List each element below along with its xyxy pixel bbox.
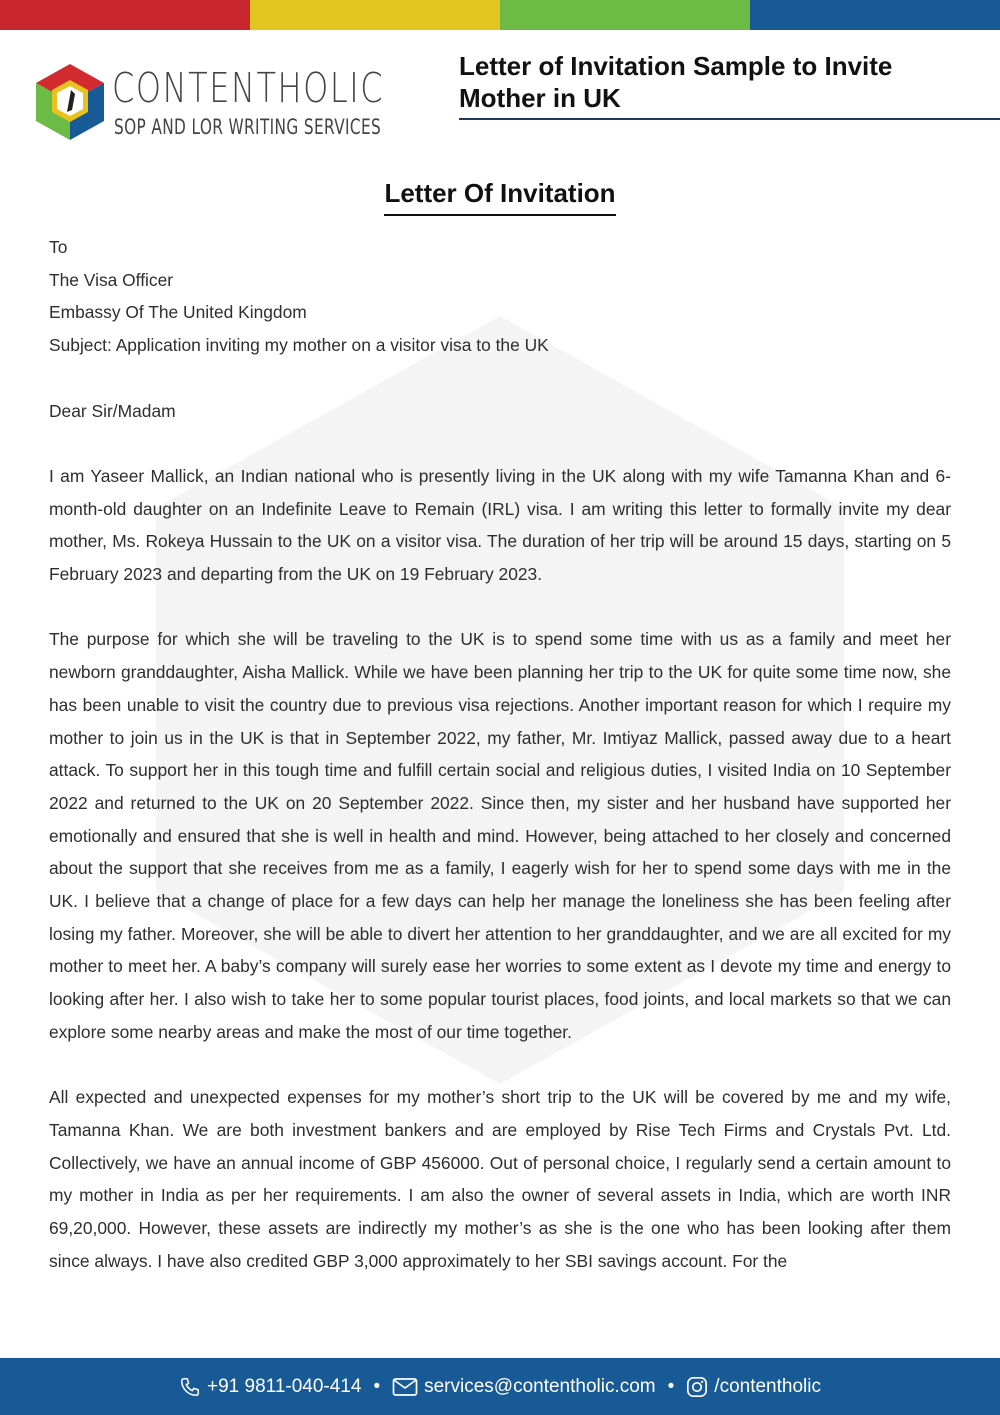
header-title xyxy=(459,50,979,114)
instagram-icon xyxy=(686,1376,708,1398)
top-bar-red xyxy=(0,0,250,30)
letter-body xyxy=(49,231,951,1277)
top-bar-green xyxy=(500,0,750,30)
address-line: To xyxy=(49,237,68,257)
footer-contacts xyxy=(0,1358,1000,1415)
paragraph-expenses: All expected and unexpected expenses for my mother’s short trip to the UK will be covered by me and my wife, Tamanna Khan. We are both investment bankers and are employed by Rise Tech Firms and Crystals Pvt. Ltd. Collectively, we have an annual income of GBP 456000. Out of personal choice, I regularly send a certain amount to my mother in India as per her requirements. I am also the owner of several assets in India, which are worth INR 69,20,000. However, these assets are indirectly my mother’s as she is the one who has been looking after them since always. I have also credited GBP 3,000 approximately to her SBI savings account. For the xyxy=(49,1087,951,1271)
footer-social[interactable] xyxy=(686,1376,821,1398)
spacer xyxy=(49,427,951,460)
footer-bar xyxy=(0,1358,1000,1415)
address-line: Embassy Of The United Kingdom xyxy=(49,302,307,323)
top-bar-blue xyxy=(750,0,1000,30)
mail-icon xyxy=(392,1377,418,1397)
top-bar-yellow xyxy=(250,0,500,30)
spacer xyxy=(49,362,951,395)
address-line: The Visa Officer xyxy=(49,269,174,290)
paragraph-intro: I am Yaseer Mallick, an Indian national who is presently living in the UK along with my wife Tamanna Khan and 6-month-old daughter on an Indefinite Leave to Remain (IRL) visa. I am writing this letter to formally invite my dear mother, Ms. Rokeya Hussain to the UK on a visitor visa. The duration of her trip will be around 15 days, starting on 5 February 2023 and departing from the UK on 19 February 2023. xyxy=(49,465,951,584)
paragraph-purpose: The purpose for which she will be traveling to the UK is to spend some time with us as a family and meet her newborn granddaughter, Aisha Mallick. While we have been planning her trip to the UK for quite some time now, she has been unable to visit the country due to previous visa rejections. Another important reason for which I require my mother to join us in the UK is that in September 2022, my father, Mr. Imtiyaz Mallick, passed away due to a heart attack. To support her in this tough time and fulfill certain social and religious duties, I visited India on 10 September 2022 and returned to the UK on 20 September 2022. Since then, my sister and her husband have supported her emotionally and ensured that she is well in health and mind. However, being attached to her closely and concerned about the support that she receives from me as a family, I eagerly wish for her to spend some days with me in the UK. I believe that a change of place for a few days can help her manage the loneliness she has been feeling after losing my father. Moreover, she will be able to divert her attention to her granddaughter, and we are all excited for my mother to meet her. A baby’s company will surely ease her worries to some extent as I devote my time and energy to looking after her. I also wish to take her to some popular tourist places, food joints, and local markets so that we can explore some nearby areas and make the most of our time together. xyxy=(49,629,951,1042)
spacer xyxy=(49,591,951,624)
footer-email[interactable] xyxy=(392,1376,656,1398)
social-handle: /contentholic xyxy=(714,1375,821,1397)
document-title-wrap xyxy=(0,178,1000,216)
phone-icon xyxy=(179,1376,201,1398)
brand-logo xyxy=(34,62,385,144)
brand-tagline: SOP AND LOR WRITING SERVICES xyxy=(114,115,382,139)
header-divider xyxy=(459,118,1000,120)
email-address: services@contentholic.com xyxy=(424,1375,656,1397)
footer-separator: • xyxy=(373,1375,381,1397)
logo-cube-icon xyxy=(34,62,106,142)
phone-number: +91 9811-040-414 xyxy=(207,1375,362,1397)
subject-line: Subject: Application inviting my mother on a visitor visa to the UK xyxy=(49,335,549,356)
footer-separator: • xyxy=(667,1375,675,1397)
top-color-bar xyxy=(0,0,1000,30)
salutation: Dear Sir/Madam xyxy=(49,400,176,421)
spacer xyxy=(49,1049,951,1082)
brand-name: CONTENTHOLIC xyxy=(112,64,385,112)
document-title: Letter Of Invitation xyxy=(384,178,615,216)
header-title-line1: Letter of Invitation Sample to Invite xyxy=(459,51,893,81)
header-title-line2: Mother in UK xyxy=(459,83,621,113)
footer-phone[interactable] xyxy=(179,1376,361,1398)
